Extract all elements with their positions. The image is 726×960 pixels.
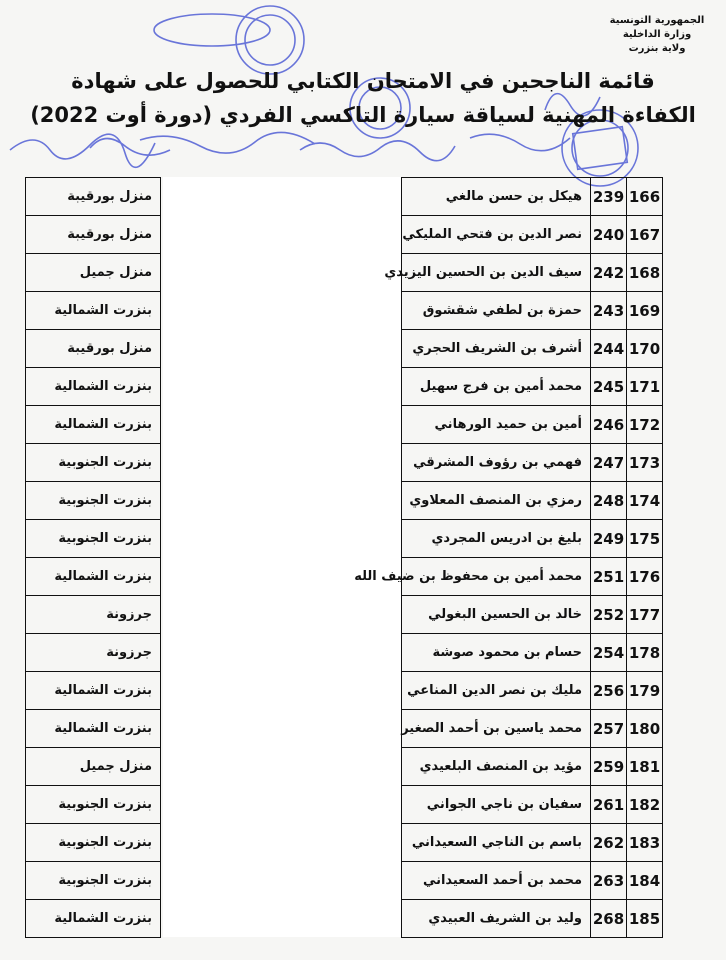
candidate-code-cell: 243 (590, 292, 626, 330)
authority-line-ministry: وزارة الداخلية (622, 29, 692, 40)
table-row (402, 405, 662, 443)
table-row (402, 785, 662, 823)
candidate-code-cell: 263 (590, 862, 626, 900)
table-row (402, 481, 662, 519)
table-row (26, 747, 160, 785)
candidate-code-cell: 246 (590, 406, 626, 444)
candidate-code-cell: 245 (590, 368, 626, 406)
table-row (26, 595, 160, 633)
table-row (26, 253, 160, 291)
serial-number-cell: 181 (626, 748, 662, 786)
candidate-name-cell: حمزة بن لطفي شقشوق (422, 303, 582, 318)
candidate-code-cell: 256 (590, 672, 626, 710)
table-row (26, 671, 160, 709)
table-row (26, 443, 160, 481)
candidate-code-cell: 249 (590, 520, 626, 558)
serial-number-cell: 182 (626, 786, 662, 824)
table-row (384, 253, 662, 291)
region-cell: بنزرت الشمالية (54, 683, 152, 698)
candidate-name-cell: سيف الدين بن الحسين اليزيدي (384, 265, 582, 280)
table-row (402, 671, 662, 709)
serial-number-cell: 166 (626, 178, 662, 216)
candidate-code-cell: 268 (590, 900, 626, 938)
candidate-code-cell: 240 (590, 216, 626, 254)
redacted-column (163, 177, 401, 937)
candidate-name-cell: مؤيد بن المنصف البلعيدي (419, 759, 582, 774)
title-line-1: قائمة الناجحين في الامتحان الكتابي للحصول على شهادة (71, 69, 655, 93)
candidate-code-cell: 261 (590, 786, 626, 824)
serial-number-cell: 183 (626, 824, 662, 862)
table-row (26, 519, 160, 557)
table-row (354, 557, 662, 595)
table-row (402, 177, 662, 215)
serial-number-cell: 169 (626, 292, 662, 330)
candidate-name-cell: بليغ بن ادريس المجردي (431, 531, 582, 546)
table-row (26, 823, 160, 861)
table-row (402, 861, 662, 899)
region-column (25, 177, 161, 938)
region-cell: بنزرت الجنوبية (58, 835, 152, 850)
candidate-code-cell: 252 (590, 596, 626, 634)
table-row (402, 519, 662, 557)
table-row (26, 291, 160, 329)
signature-3 (300, 141, 455, 161)
region-cell: بنزرت الشمالية (54, 379, 152, 394)
issuing-authority (602, 14, 712, 56)
serial-number-cell: 177 (626, 596, 662, 634)
region-cell: بنزرت الجنوبية (58, 873, 152, 888)
candidate-code-cell: 239 (590, 178, 626, 216)
region-cell: جرزونة (106, 607, 152, 622)
table-row (26, 785, 160, 823)
table-row (402, 215, 662, 253)
table-row (402, 329, 662, 367)
candidate-name-cell: فهمي بن رؤوف المشرقي (413, 455, 582, 470)
candidate-name-cell: نصر الدين بن فتحي المليكي (402, 227, 582, 242)
candidate-name-cell: أمين بن حميد الورهاني (434, 417, 582, 432)
candidate-name-cell: سفيان بن ناجي الجواني (426, 797, 582, 812)
authority-line-governorate: ولاية بنزرت (628, 43, 686, 54)
region-cell: منزل بورقيبة (67, 341, 152, 356)
table-row (26, 899, 160, 937)
table-row (402, 367, 662, 405)
serial-number-cell: 176 (626, 558, 662, 596)
candidate-code-cell: 259 (590, 748, 626, 786)
serial-number-cell: 185 (626, 900, 662, 938)
signature-4 (470, 134, 570, 151)
region-cell: بنزرت الشمالية (54, 569, 152, 584)
candidate-code-cell: 248 (590, 482, 626, 520)
serial-number-cell: 180 (626, 710, 662, 748)
region-cell: جرزونة (106, 645, 152, 660)
signature-2 (140, 132, 315, 153)
candidate-code-cell: 257 (590, 710, 626, 748)
serial-number-cell: 167 (626, 216, 662, 254)
table-row (26, 709, 160, 747)
results-table (25, 177, 661, 937)
table-row (402, 633, 662, 671)
signature-stamp-top (154, 14, 270, 46)
region-cell: منزل بورقيبة (67, 227, 152, 242)
serial-number-cell: 170 (626, 330, 662, 368)
candidate-name-cell: مليك بن نصر الدين المناعي (407, 683, 582, 698)
candidate-name-cell: وليد بن الشريف العبيدي (428, 911, 582, 926)
table-row (26, 861, 160, 899)
table-row (402, 709, 662, 747)
table-row (402, 747, 662, 785)
serial-number-cell: 179 (626, 672, 662, 710)
candidate-name-cell: أشرف بن الشريف الحجري (412, 341, 582, 356)
region-cell: بنزرت الشمالية (54, 303, 152, 318)
candidate-code-cell: 251 (590, 558, 626, 596)
table-row (26, 367, 160, 405)
region-cell: بنزرت الجنوبية (58, 531, 152, 546)
serial-number-cell: 175 (626, 520, 662, 558)
candidate-name-cell: محمد أمين بن محفوظ بن ضيف الله (354, 569, 582, 584)
table-row (26, 405, 160, 443)
region-cell: بنزرت الجنوبية (58, 455, 152, 470)
candidate-name-cell: رمزي بن المنصف المعلاوي (409, 493, 582, 508)
region-cell: بنزرت الجنوبية (58, 493, 152, 508)
candidate-name-cell: هيكل بن حسن مالغي (445, 189, 582, 204)
candidate-column (354, 177, 663, 938)
candidate-name-cell: محمد أمين بن فرج سهيل (419, 379, 582, 394)
serial-number-cell: 178 (626, 634, 662, 672)
candidate-code-cell: 247 (590, 444, 626, 482)
region-cell: منزل بورقيبة (67, 189, 152, 204)
table-row (26, 329, 160, 367)
signature-1 (10, 134, 155, 167)
serial-number-cell: 172 (626, 406, 662, 444)
serial-number-cell: 168 (626, 254, 662, 292)
table-row (402, 899, 662, 937)
serial-number-cell: 174 (626, 482, 662, 520)
document-title (20, 64, 706, 132)
table-row (26, 557, 160, 595)
table-row (402, 823, 662, 861)
candidate-name-cell: حسام بن محمود صوشة (432, 645, 582, 660)
region-cell: منزل جميل (79, 265, 152, 280)
table-row (26, 177, 160, 215)
table-row (402, 291, 662, 329)
serial-number-cell: 171 (626, 368, 662, 406)
candidate-name-cell: خالد بن الحسين البغولي (428, 607, 582, 622)
candidate-code-cell: 254 (590, 634, 626, 672)
region-cell: بنزرت الشمالية (54, 721, 152, 736)
region-cell: بنزرت الجنوبية (58, 797, 152, 812)
candidate-code-cell: 242 (590, 254, 626, 292)
title-line-2: الكفاءة المهنية لسياقة سيارة التاكسي الفردي (دورة أوت 2022) (30, 103, 696, 127)
serial-number-cell: 173 (626, 444, 662, 482)
table-row (402, 595, 662, 633)
region-cell: منزل جميل (79, 759, 152, 774)
region-cell: بنزرت الشمالية (54, 911, 152, 926)
table-row (26, 481, 160, 519)
candidate-code-cell: 262 (590, 824, 626, 862)
region-cell: بنزرت الشمالية (54, 417, 152, 432)
table-row (26, 633, 160, 671)
table-row (26, 215, 160, 253)
candidate-code-cell: 244 (590, 330, 626, 368)
serial-number-cell: 184 (626, 862, 662, 900)
candidate-name-cell: محمد بن أحمد السعيداني (422, 873, 582, 888)
authority-line-republic: الجمهورية التونسية (609, 15, 705, 26)
candidate-name-cell: باسم بن الناجي السعيداني (411, 835, 582, 850)
table-row (402, 443, 662, 481)
candidate-name-cell: محمد ياسين بن أحمد الصغير (401, 721, 582, 736)
